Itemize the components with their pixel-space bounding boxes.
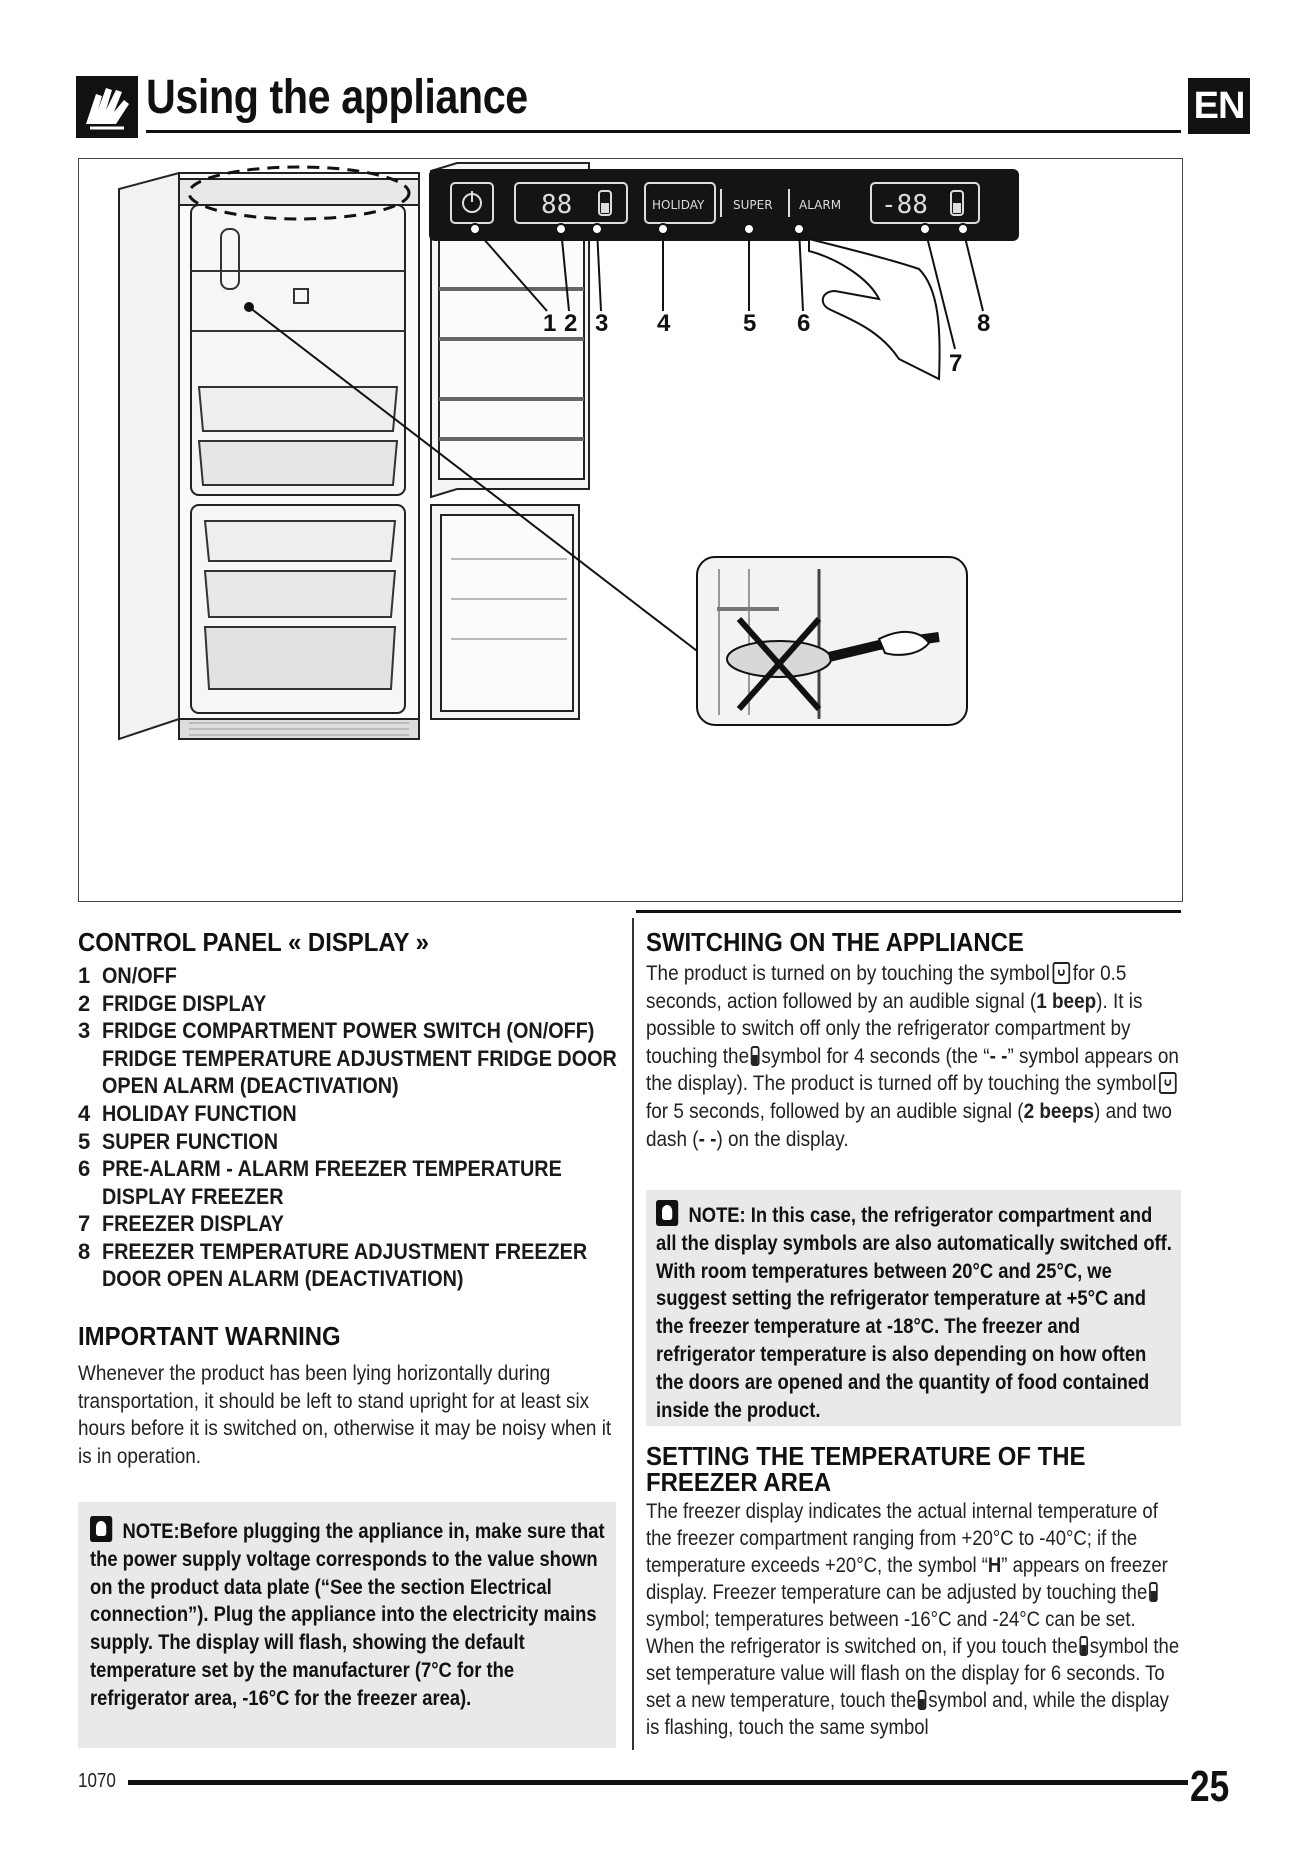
- list-item: 4 HOLIDAY FUNCTION: [78, 1101, 297, 1126]
- power-icon: [1053, 962, 1071, 984]
- column-divider: [632, 918, 634, 1750]
- callout-2: 2: [564, 310, 578, 337]
- callout-5: 5: [743, 310, 757, 337]
- page-number: 25: [1190, 1762, 1230, 1811]
- callout-1: 1: [543, 310, 557, 337]
- callout-4: 4: [657, 310, 671, 337]
- important-warning-heading: IMPORTANT WARNING: [78, 1321, 341, 1351]
- callout-6: 6: [797, 310, 811, 337]
- note-plug-text: NOTE:Before plugging the appliance in, make sure that the power supply voltage corresponds to the value shown on the product data plate (“See the section Electrical connection”). Plug the appliance into the electricity mains supply. The display will flash, showing the default temperature set by the manufacturer (7°C for the refrigerator area, -16°C for the freezer area).: [90, 1519, 605, 1710]
- callout-3: 3: [595, 310, 609, 337]
- list-item: 6 PRE-ALARM - ALARM FREEZER TEMPERATURE DISPLAY FREEZER: [78, 1156, 562, 1209]
- list-item: 7 FREEZER DISPLAY: [78, 1211, 284, 1236]
- note-room-text: NOTE: In this case, the refrigerator compartment and all the display symbols are also automatically switched off. With room temperatures between 20°C and 25°C, we suggest setting the refrigerator temperature at +5°C and the freezer temperature at -18°C. The freezer and refrigerator temperature is also depending on how often the doors are opened and the quantity of food contained inside the product.: [656, 1203, 1172, 1422]
- freezer-setting-heading-1: SETTING THE TEMPERATURE OF THE: [646, 1441, 1086, 1471]
- note-plug-box: [78, 1502, 616, 1748]
- freezer-adjust-icon: [1149, 1582, 1158, 1602]
- callout-8: 8: [977, 310, 991, 337]
- open-door: [431, 163, 589, 719]
- language-badge: EN: [1188, 78, 1250, 134]
- switching-on-text: The product is turned on by touching the symbol for 0.5 seconds, action followed by an audible signal (1 beep). It is possible to switch off only the refrigerator compartment by touching the symbol for 4 seconds (the “- -” symbol appears on the display). The product is turned off by touching the symbolfor 5 seconds, followed by an audible signal (2 beeps) and two dash (- -) on the display.: [646, 961, 1179, 1151]
- holiday-button-label: HOLIDAY: [652, 198, 705, 212]
- freezer-display-readout: -88: [881, 190, 928, 220]
- alarm-button-label: ALARM: [799, 198, 842, 212]
- note-room-box: [646, 1190, 1181, 1426]
- footer-rule: [128, 1780, 1188, 1785]
- note-icon: [656, 1200, 678, 1226]
- freezer-setting-text: The freezer display indicates the actual internal temperature of the freezer compartment ranging from +20°C to -40°C; if the temperature exceeds +20°C, the symbol “H” appears on freezer display. Freezer temperature can be adjusted by touching thesymbol; temperatures between -16°C and -24°C can be set. When the refrigerator is switched on, if you touch the symbol the set temperature value will flash on the display for 6 seconds. To set a new temperature, touch the symbol and, while the display is flashing, touch the same symbol: [646, 1499, 1180, 1739]
- list-item: 8 FREEZER TEMPERATURE ADJUSTMENT FREEZER DOOR OPEN ALARM (DEACTIVATION): [78, 1238, 588, 1291]
- list-item: 2 FRIDGE DISPLAY: [78, 990, 267, 1016]
- footer-code: 1070: [78, 1770, 116, 1792]
- fridge-display-readout: 88: [541, 190, 573, 220]
- freezer-setting-heading-2: FREEZER AREA: [646, 1467, 832, 1497]
- freezer-adjust-icon: [1079, 1636, 1088, 1656]
- fridge-diagram: [79, 159, 1182, 901]
- no-hot-food-inset: [697, 557, 967, 725]
- fridge-switch-icon: [751, 1046, 760, 1066]
- control-panel-heading: CONTROL PANEL « DISPLAY »: [78, 927, 429, 957]
- note-icon: [90, 1516, 112, 1542]
- hand-icon: [76, 76, 138, 138]
- power-icon: [1159, 1072, 1177, 1094]
- appliance-illustration: [78, 158, 1183, 902]
- freezer-adjust-icon: [918, 1690, 927, 1710]
- finger-hand: [809, 239, 940, 379]
- callout-7: 7: [949, 350, 963, 377]
- list-item: 3 FRIDGE COMPARTMENT POWER SWITCH (ON/OFF) FRIDGE TEMPERATURE ADJUSTMENT FRIDGE DOOR OPEN ALARM (DEACTIVATION): [78, 1018, 617, 1098]
- section-rule: [636, 910, 1181, 913]
- switching-on-heading: SWITCHING ON THE APPLIANCE: [646, 927, 1024, 957]
- list-item: 5 SUPER FUNCTION: [78, 1128, 279, 1154]
- title-rule: [146, 130, 1181, 133]
- important-warning-text: Whenever the product has been lying horizontally during transportation, it should be left to stand upright for at least six hours before it is switched on, otherwise it may be noisy when it is in operation.: [78, 1361, 612, 1468]
- control-panel-list: [78, 962, 618, 1293]
- page-title: Using the appliance: [146, 71, 528, 124]
- list-item: 1 ON/OFF: [78, 963, 177, 988]
- super-button-label: SUPER: [733, 198, 773, 212]
